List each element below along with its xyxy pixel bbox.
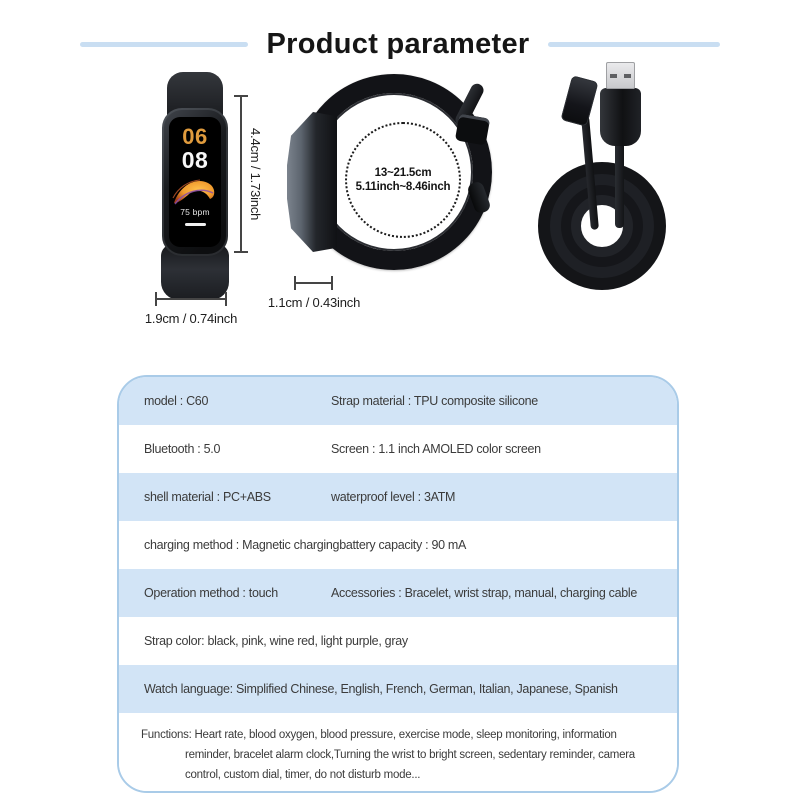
spec-cell: Watch language: Simplified Chinese, English, French, German, Italian, Japanese, Spanish: [144, 682, 618, 696]
header: [0, 28, 800, 61]
spec-row-charging: [119, 521, 677, 569]
spec-cell: waterproof level : 3ATM: [331, 490, 456, 504]
watch-time-hour: 06: [182, 124, 208, 149]
usb-plug-metal: [606, 62, 635, 89]
spec-row-model: [119, 377, 677, 425]
spec-table: [117, 375, 679, 793]
height-measure-line: [240, 95, 242, 253]
width-measure-line: [155, 298, 227, 300]
spec-cell: Functions: Heart rate, blood oxygen, blood pressure, exercise mode, sleep monitoring, information reminder, bracelet alarm clock,Turning the wrist to bright screen, sedentary reminder, camera control, custom dial, timer, do not disturb mode...: [141, 729, 635, 781]
watch-heart-rate: 75 bpm: [180, 207, 210, 218]
spec-cell: Strap color: black, pink, wine red, light purple, gray: [144, 634, 408, 648]
spec-row-operation: [119, 569, 677, 617]
thickness-measure-label: 1.1cm / 0.43inch: [267, 295, 361, 310]
thickness-measure-line: [294, 282, 333, 284]
width-measure-label: 1.9cm / 0.74inch: [144, 311, 238, 326]
watch-face-flame-graphic: [172, 174, 218, 206]
strap-length-dotted-circle: [345, 122, 461, 238]
watch-screen: [169, 117, 221, 247]
spec-row-functions: [119, 713, 677, 791]
spec-cell: charging method : Magnetic charging: [144, 538, 340, 552]
watch-front-image: [150, 72, 240, 302]
height-measure-label: 4.4cm / 1.73inch: [248, 127, 263, 221]
spec-cell: shell material : PC+ABS: [144, 490, 271, 504]
watch-buckle: [455, 114, 490, 146]
spec-row-bluetooth: [119, 425, 677, 473]
spec-cell: Accessories : Bracelet, wrist strap, manual, charging cable: [331, 586, 638, 600]
spec-row-language: [119, 665, 677, 713]
title-rule-right: [548, 42, 720, 47]
spec-row-strap-color: [119, 617, 677, 665]
spec-cell: model : C60: [144, 394, 209, 408]
spec-cell: Strap material : TPU composite silicone: [331, 394, 538, 408]
spec-cell: battery capacity : 90 mA: [339, 538, 467, 552]
spec-cell: Bluetooth : 5.0: [144, 442, 221, 456]
spec-cell: Operation method : touch: [144, 586, 278, 600]
page-title: Product parameter: [266, 28, 530, 60]
watch-side-image: [285, 70, 510, 310]
cable-wire: [615, 142, 624, 228]
title-rule-left: [80, 42, 248, 47]
spec-cell: Screen : 1.1 inch AMOLED color screen: [331, 442, 541, 456]
watch-home-bar: [185, 223, 206, 226]
charging-cable-image: [530, 58, 680, 298]
spec-row-shell: [119, 473, 677, 521]
strap-length-inch: 5.11inch~8.46inch: [355, 181, 451, 193]
usb-plug-body: [600, 88, 641, 146]
magnetic-charger-head: [561, 75, 599, 126]
watch-side-body: [287, 112, 337, 252]
strap-length-cm: 13~21.5cm: [374, 167, 432, 179]
watch-time-minute: 08: [181, 147, 209, 173]
